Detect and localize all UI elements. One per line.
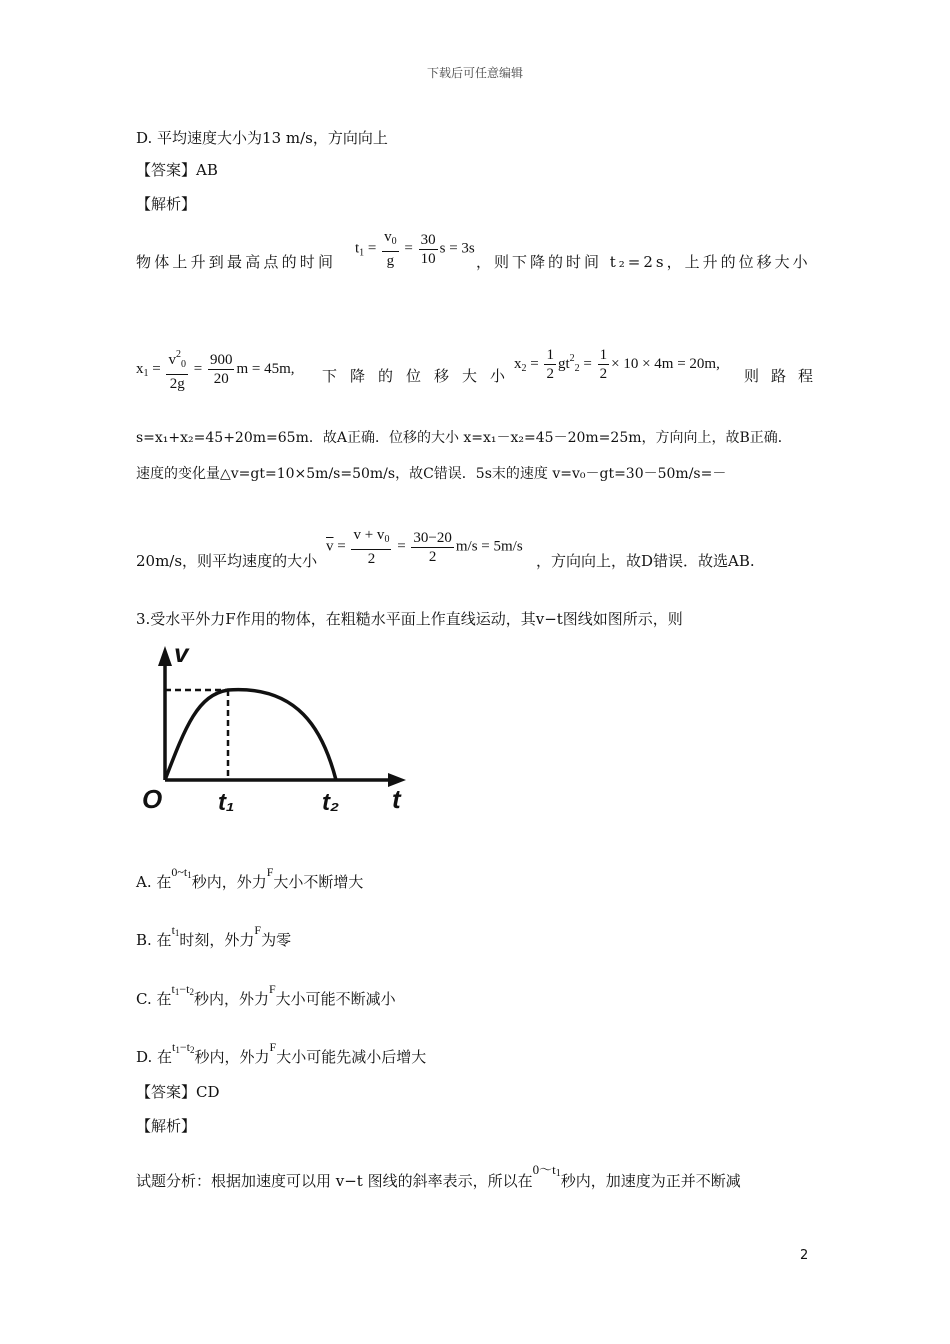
question-3: 3.受水平外力F作用的物体，在粗糙水平面上作直线运动，其v−t图线如图所示，则 <box>136 610 683 628</box>
tick-label-t2: t₂ <box>322 789 340 816</box>
para1-post: ，则下降的时间 t₂=2s，上升的位移大小 <box>476 253 811 271</box>
option-b: B. 在$^{t1}$时刻，外力$^F$为零 <box>136 923 292 949</box>
equation-x1: $x_1$ = $\frac{v^2_0}{2g}$ = $\frac{900}{20}$ m = 45m, <box>136 346 294 393</box>
line-velocity-change: 速度的变化量△v=gt=10×5m/s=50m/s，故C错误．5s末的速度 v=v₀－gt=30－50m/s=－ <box>136 466 727 482</box>
t-axis-label: t <box>392 784 401 814</box>
analysis-label: 【解析】 <box>136 195 197 213</box>
line-path: s=x₁+x₂=45+20m=65m．故A正确．位移的大小 x=x₁－x₂=45－20m=25m，方向向上，故B正确． <box>136 430 792 446</box>
origin-label: O <box>142 784 163 814</box>
vt-curve <box>165 690 336 780</box>
para1-pre: 物体上升到最高点的时间 <box>136 253 337 271</box>
page-header: 下载后可任意编辑 <box>426 66 523 80</box>
tick-label-t1: t₁ <box>218 789 235 816</box>
equation-t1: $t_1$ = $\frac{v_0}{g}$ = $\frac{30}{10}$ s = 3s <box>355 229 475 269</box>
option-d-previous: D. 平均速度大小为13 m/s，方向向上 <box>136 129 388 147</box>
para2-end: 则路程 <box>744 367 826 385</box>
analysis-label-2: 【解析】 <box>136 1117 197 1135</box>
option-a: A. 在$^{0\sim t1}$秒内，外力$^F$大小不断增大 <box>136 865 364 891</box>
option-d: D. 在$^{t1-t2}$秒内，外力$^F$大小可能先减小后增大 <box>136 1040 427 1066</box>
option-c: C. 在$^{t1-t2}$秒内，外力$^F$大小可能不断减小 <box>136 982 396 1008</box>
para3-post: ，方向向上，故D错误．故选AB. <box>536 552 755 570</box>
para2-mid: 下降的位移大小 <box>322 367 519 385</box>
answer-previous: 【答案】AB <box>136 161 218 179</box>
answer: 【答案】CD <box>136 1083 220 1101</box>
para3-pre: 20m/s，则平均速度的大小 <box>136 552 318 570</box>
v-axis-arrow <box>158 646 172 666</box>
page-number: 2 <box>800 1248 809 1263</box>
equation-x2: $x_2$ = $\frac{1}{2}$ $gt^2_2$ = $\frac{1}{2}$ × 10 × 4m = 20m, <box>514 347 720 382</box>
v-axis-label: v <box>174 640 189 668</box>
vt-graph <box>138 640 418 825</box>
last-line: 试题分析：根据加速度可以用 v−t 图线的斜率表示，所以在0～t1秒内，加速度为正并不断减 <box>136 1162 741 1190</box>
equation-average-velocity: $\overline{v}$ = $\frac{v + v_0}{2}$ = $\frac{30-20}{2}$ m/s = 5m/s <box>326 527 523 567</box>
